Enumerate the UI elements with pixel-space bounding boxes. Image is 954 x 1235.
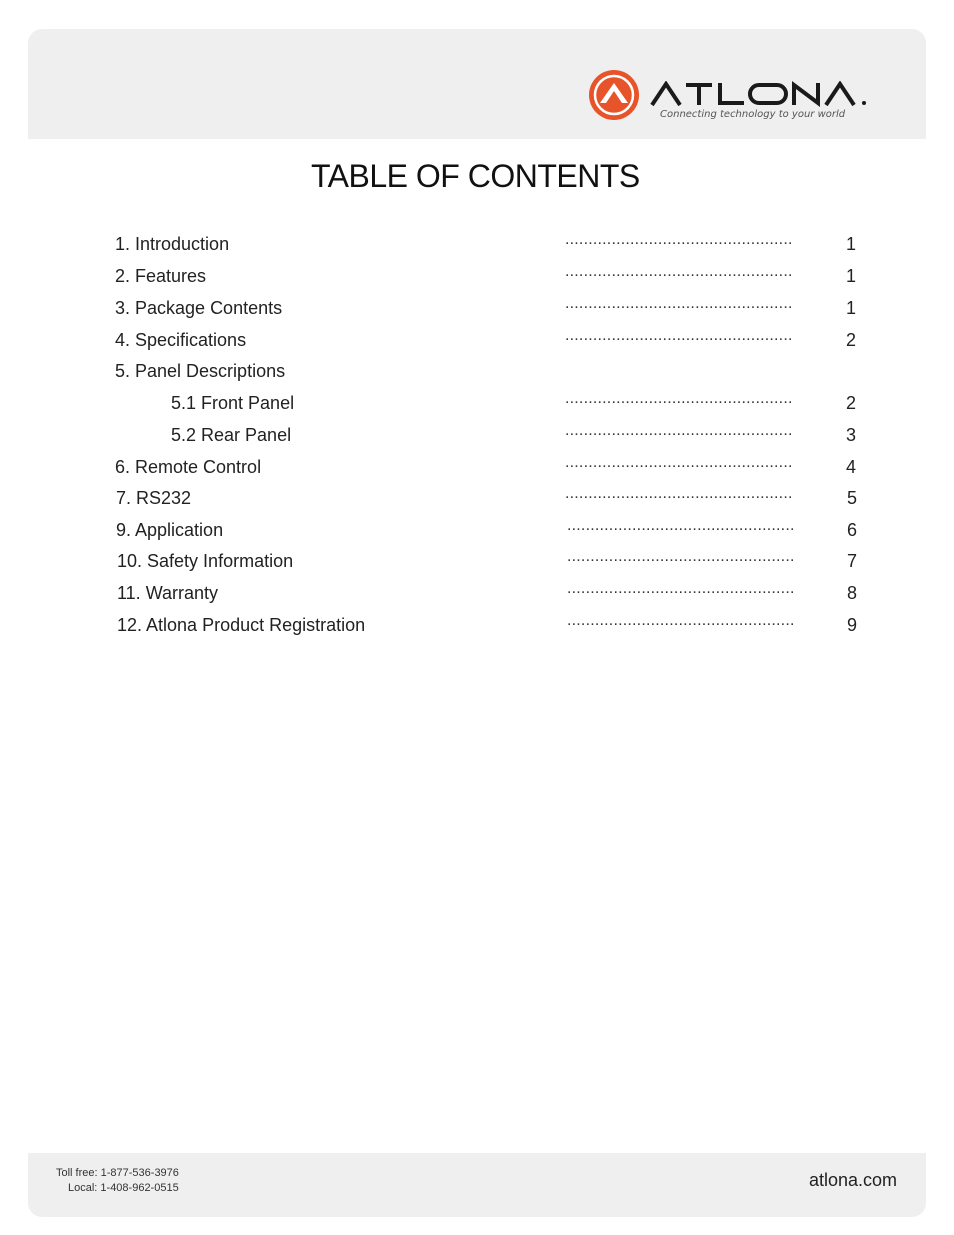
- toc-entry[interactable]: [0, 295, 954, 326]
- toc-entry-page-number: 8: [846, 583, 857, 603]
- toc-entry-label: 1. Introduction: [115, 234, 230, 254]
- toc-entry-label: 5.1 Front Panel: [171, 393, 295, 413]
- toc-entry-label: 6. Remote Control: [115, 457, 262, 477]
- toc-entry-leader: .................................................: [565, 454, 793, 471]
- toc-entry-leader: .................................................: [565, 295, 793, 312]
- toc-entry-label: 9. Application: [116, 520, 224, 540]
- toc-entry-leader: .................................................: [567, 580, 795, 597]
- toc-entry-page-number: 4: [845, 457, 856, 477]
- toc-entry-leader: .................................................: [565, 485, 793, 502]
- page-title: TABLE OF CONTENTS: [311, 158, 640, 194]
- toc-entry[interactable]: [0, 612, 954, 643]
- toc-entry[interactable]: [0, 454, 954, 485]
- toc-entry-leader: .................................................: [565, 327, 793, 344]
- toc-entry-label: 2. Features: [115, 266, 207, 286]
- toc-entry-page-number: 6: [846, 520, 857, 540]
- toc-entry[interactable]: [0, 548, 954, 579]
- toc-entry[interactable]: [0, 517, 954, 548]
- toc-entry-leader: .................................................: [565, 422, 793, 439]
- toc-entry[interactable]: [0, 390, 954, 421]
- toc-entry-page-number: 2: [845, 393, 856, 413]
- toc-entry-page-number: 2: [845, 330, 856, 350]
- toc-entry-leader: .................................................: [567, 612, 795, 629]
- toc-entry-label: 7. RS232: [116, 488, 192, 508]
- toc-entry-leader: .................................................: [567, 548, 795, 565]
- toc-entry-leader: .................................................: [565, 390, 793, 407]
- toc-entry[interactable]: [0, 485, 954, 516]
- toc-entry-label: 12. Atlona Product Registration: [117, 615, 366, 635]
- toc-entry-page-number: 5: [846, 488, 857, 508]
- atlona-wordmark: [650, 81, 870, 107]
- toll-free-number: Toll free: 1-877-536-3976: [56, 1167, 179, 1179]
- toc-entry-leader: .................................................: [565, 263, 793, 280]
- toc-entry[interactable]: [0, 361, 954, 389]
- toc-entry-label: 5. Panel Descriptions: [115, 361, 286, 381]
- brand-tagline: Connecting technology to your world: [660, 109, 846, 120]
- toc-entry-leader: .................................................: [565, 231, 793, 248]
- toc-entry[interactable]: [0, 263, 954, 294]
- atlona-logo-icon: [588, 69, 640, 121]
- toc-entry-page-number: 1: [845, 298, 856, 318]
- toc-entry-label: 3. Package Contents: [115, 298, 283, 318]
- toc-entry-page-number: 1: [845, 234, 856, 254]
- toc-entry[interactable]: [0, 580, 954, 611]
- toc-entry-leader: .................................................: [567, 517, 795, 534]
- local-number: Local: 1-408-962-0515: [68, 1182, 179, 1194]
- toc-entry[interactable]: [0, 422, 954, 453]
- toc-entry-label: 10. Safety Information: [117, 551, 294, 571]
- toc-entry[interactable]: [0, 327, 954, 358]
- toc-entry-page-number: 1: [845, 266, 856, 286]
- toc-entry-page-number: 9: [846, 615, 857, 635]
- toc-entry-label: 4. Specifications: [115, 330, 247, 350]
- toc-entry-label: 5.2 Rear Panel: [171, 425, 292, 445]
- website-link[interactable]: atlona.com: [808, 1170, 897, 1190]
- toc-entry[interactable]: [0, 231, 954, 262]
- atlona-logo: [588, 69, 878, 125]
- toc-entry-label: 11. Warranty: [117, 583, 219, 603]
- toc-entry-page-number: 3: [845, 425, 856, 445]
- toc-entry-page-number: 7: [846, 551, 857, 571]
